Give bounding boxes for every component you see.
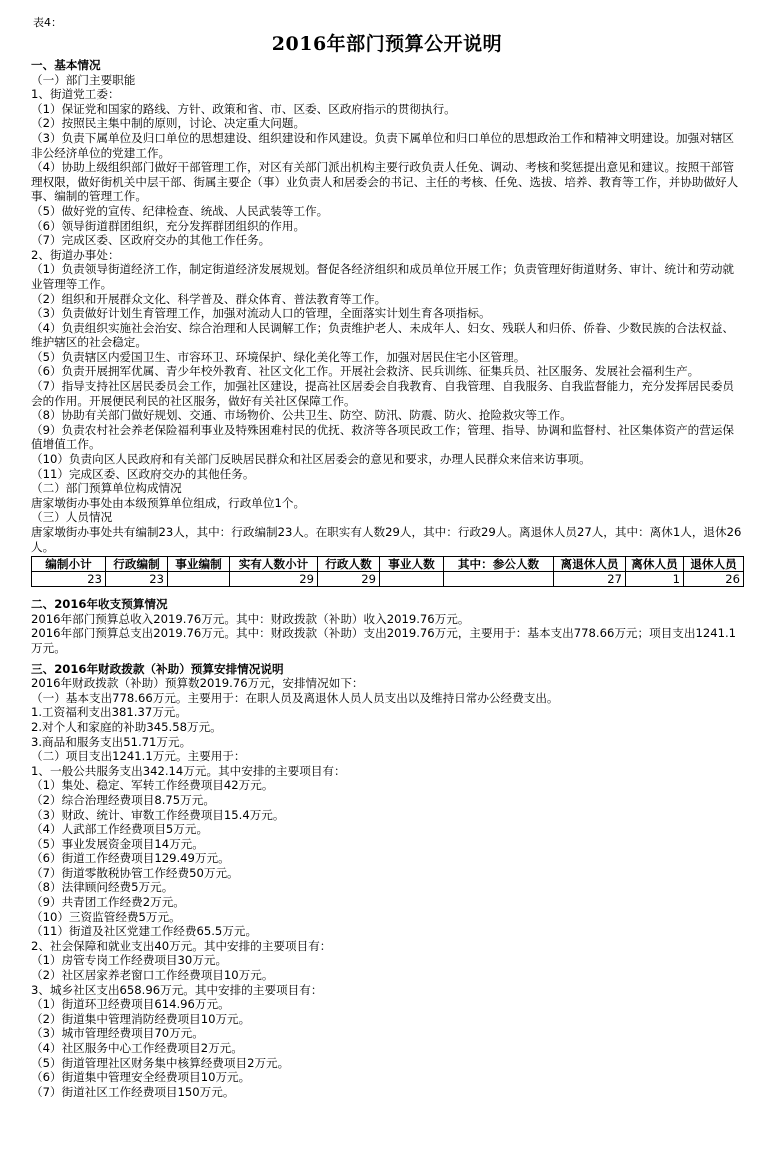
table-cell <box>168 572 230 587</box>
staff-table-header-row <box>32 557 744 572</box>
text-line: （7）街道社区工作经费项目150万元。 <box>31 1084 235 1099</box>
text-line: （2）社区居家养老窗口工作经费项目10万元。 <box>31 968 274 983</box>
text-line: （1）集处、稳定、军转工作经费项目42万元。 <box>31 778 274 793</box>
text-line: （5）负责辖区内爱国卫生、市容环卫、环境保护、绿化美化等工作，加强对居民住宅小区管理。 <box>31 349 526 364</box>
text-line: （7）街道零散税协管工作经费50万元。 <box>31 865 239 880</box>
text-line: （2）按照民主集中制的原则，讨论、决定重大问题。 <box>31 116 306 131</box>
text-line: （9）共青团工作经费2万元。 <box>31 895 185 910</box>
text-line: （2）组织和开展群众文化、科学普及、群众体育、普法教育等工作。 <box>31 291 387 306</box>
text-line: 2.对个人和家庭的补助345.58万元。 <box>31 719 222 734</box>
text-line: （9）负责农村社会养老保险福利事业及特殊困难村民的优抚、救济等各项民政工作；管理、指导、协调和监督村、社区集体资产的营运保值增值工作。 <box>31 422 735 452</box>
text-line: （11）街道及社区党建工作经费65.5万元。 <box>31 924 258 939</box>
table-header-cell: 事业人数 <box>380 557 444 572</box>
text-line: （11）完成区委、区政府交办的其他任务。 <box>31 466 255 481</box>
text-line: （4）社区服务中心工作经费项目2万元。 <box>31 1041 243 1055</box>
text-line: （3）财政、统计、审数工作经费项目15.4万元。 <box>31 807 285 822</box>
text-line: （5）做好党的宣传、纪律检查、统战、人民武装等工作。 <box>31 203 329 218</box>
table-cell: 23 <box>32 572 106 587</box>
subsection-heading-units: （二）部门预算单位构成情况 <box>31 481 182 496</box>
text-line: （6）街道工作经费项目129.49万元。 <box>31 851 230 866</box>
text-line: 3、城乡社区支出658.96万元。其中安排的主要项目有： <box>31 982 323 997</box>
table-cell: 26 <box>684 572 744 587</box>
table-header-cell: 其中：参公人数 <box>444 557 554 572</box>
document-title: 2016年部门预算公开说明 <box>271 33 503 55</box>
text-line: （3）负责做好计划生育管理工作，加强对流动人口的管理，全面落实计划生育各项指标。 <box>31 306 491 321</box>
table-header-cell: 行政编制 <box>106 557 168 572</box>
text-line: （1）负责领导街道经济工作，制定街道经济发展规划。督促各经济组织和成员单位开展工作；负责管理好街道财务、审计、统计和劳动就业管理等工作。 <box>31 262 735 291</box>
units-text: 唐家墩街办事处由本级预算单位组成，行政单位1个。 <box>31 495 306 510</box>
table-cell <box>444 572 554 587</box>
fiscal-arrangement-list <box>31 676 743 1099</box>
text-line: （1）街道环卫经费项目614.96万元。 <box>31 997 230 1012</box>
table-number-label: 表4： <box>33 16 62 29</box>
text-line: （3）城市管理经费项目70万元。 <box>31 1026 204 1041</box>
text-line: （一）基本支出778.66万元。主要用于：在职人员及离退休人员人员支出以及维持日常办公经费支出。 <box>31 690 559 705</box>
text-line: 3.商品和服务支出51.71万元。 <box>31 734 192 749</box>
table-header-cell: 离退休人员 <box>554 557 626 572</box>
text-line: （7）指导支持社区居民委员会工作，加强社区建设，提高社区居委会自我教育、自我管理、自我服务、自我监督能力，充分发挥居民委员会的作用。开展便民利民的社区服务，做好有关社区保障工作。 <box>31 379 735 408</box>
table-header-cell: 行政人数 <box>318 557 380 572</box>
table-cell: 29 <box>318 572 380 587</box>
text-line: （5）街道管理社区财务集中核算经费项目2万元。 <box>31 1055 290 1070</box>
text-line: （6）负责开展拥军优属、青少年校外教育、社区文化工作。开展社会救济、民兵训练、征集兵员、社区服务、发展社会福利生产。 <box>31 364 700 379</box>
text-line: （4）负责组织实施社会治安、综合治理和人民调解工作；负责维护老人、未成年人、妇女、残联人和归侨、侨眷、少数民族的合法权益、维护辖区的社会稳定。 <box>31 320 735 350</box>
text-line: 2、社会保障和就业支出40万元。其中安排的主要项目有： <box>31 938 332 953</box>
budget-summary <box>31 612 743 656</box>
text-line: （5）事业发展资金项目14万元。 <box>31 836 204 851</box>
table-cell: 29 <box>230 572 318 587</box>
section-heading-budget: 二、2016年收支预算情况 <box>31 597 168 612</box>
text-line: 1、街道党工委： <box>31 87 120 102</box>
text-line: （4）协助上级组织部门做好干部管理工作，对区有关部门派出机构主要行政负责人任免、调动、考核和奖惩提出意见和建议。按照干部管理权限，做好街机关中层干部、街属主要企（事）业负责人和居委会的书记、主任的考核、任免、选拔、培养、教育等工作，并协助做好人事、编制的管理工作。 <box>31 160 739 204</box>
table-header-cell: 编制小计 <box>32 557 106 572</box>
text-line: 2016年部门预算总收入2019.76万元。其中：财政拨款（补助）收入2019.76万元。 <box>31 611 470 626</box>
table-header-cell: 退休人员 <box>684 557 744 572</box>
subsection-heading-staff: （三）人员情况 <box>31 510 113 525</box>
subsection-heading-functions: （一）部门主要职能 <box>31 72 136 87</box>
text-line: （6）街道集中管理安全经费项目10万元。 <box>31 1070 251 1085</box>
table-header-cell: 离休人员 <box>626 557 684 572</box>
table-header-cell: 事业编制 <box>168 557 230 572</box>
text-line: （10）负责向区人民政府和有关部门反映居民群众和社区居委会的意见和要求，办理人民群众来信来访事项。 <box>31 452 591 467</box>
staff-table <box>31 556 744 587</box>
text-line: （2）综合治理经费项目8.75万元。 <box>31 792 215 807</box>
text-line: （3）负责下属单位及归口单位的思想建设、组织建设和作风建设。负责下属单位和归口单位的思想政治工作和精神文明建设。加强对辖区非公经济单位的党建工作。 <box>31 130 735 160</box>
text-line: （4）人武部工作经费项目5万元。 <box>31 822 209 837</box>
text-line: （二）项目支出1241.1万元。主要用于： <box>31 749 246 764</box>
staff-text: 唐家墩街办事处共有编制23人，其中：行政编制23人。在职实有人数29人，其中：行政29人。离退休人员27人，其中：离休1人，退休26人。 <box>31 525 742 554</box>
text-line: 2016年财政拨款（补助）预算数2019.76万元，安排情况如下： <box>31 676 364 691</box>
text-line: （1）房管专岗工作经费项目30万元。 <box>31 953 228 968</box>
text-line: （7）完成区委、区政府交办的其他工作任务。 <box>31 233 271 248</box>
text-line: （8）法律顾问经费5万元。 <box>31 880 174 895</box>
table-cell: 27 <box>554 572 626 587</box>
text-line: 1.工资福利支出381.37万元。 <box>31 705 187 720</box>
section-heading-basic-info: 一、基本情况 <box>31 58 101 72</box>
section-heading-fiscal: 三、2016年财政拨款（补助）预算安排情况说明 <box>31 661 284 676</box>
text-line: 2、街道办事处： <box>31 247 120 262</box>
table-cell <box>380 572 444 587</box>
functions-list <box>31 87 743 481</box>
text-line: （1）保证党和国家的路线、方针、政策和省、市、区委、区政府指示的贯彻执行。 <box>31 101 456 116</box>
text-line: 2016年部门预算总支出2019.76万元。其中：财政拨款（补助）支出2019.76万元，主要用于：基本支出778.66万元；项目支出1241.1万元。 <box>31 626 737 655</box>
table-cell: 1 <box>626 572 684 587</box>
table-header-cell: 实有人数小计 <box>230 557 318 572</box>
text-line: （10）三资监管经费5万元。 <box>31 909 181 924</box>
text-line: 1、一般公共服务支出342.14万元。其中安排的主要项目有： <box>31 763 346 778</box>
staff-table-row <box>32 572 744 587</box>
text-line: （8）协助有关部门做好规划、交通、市场物价、公共卫生、防空、防汛、防震、防火、抢险救灾等工作。 <box>31 408 572 423</box>
text-line: （2）街道集中管理消防经费项目10万元。 <box>31 1011 251 1026</box>
document-body <box>31 14 743 1099</box>
text-line: （6）领导街道群团组织，充分发挥群团组织的作用。 <box>31 218 306 233</box>
table-cell: 23 <box>106 572 168 587</box>
